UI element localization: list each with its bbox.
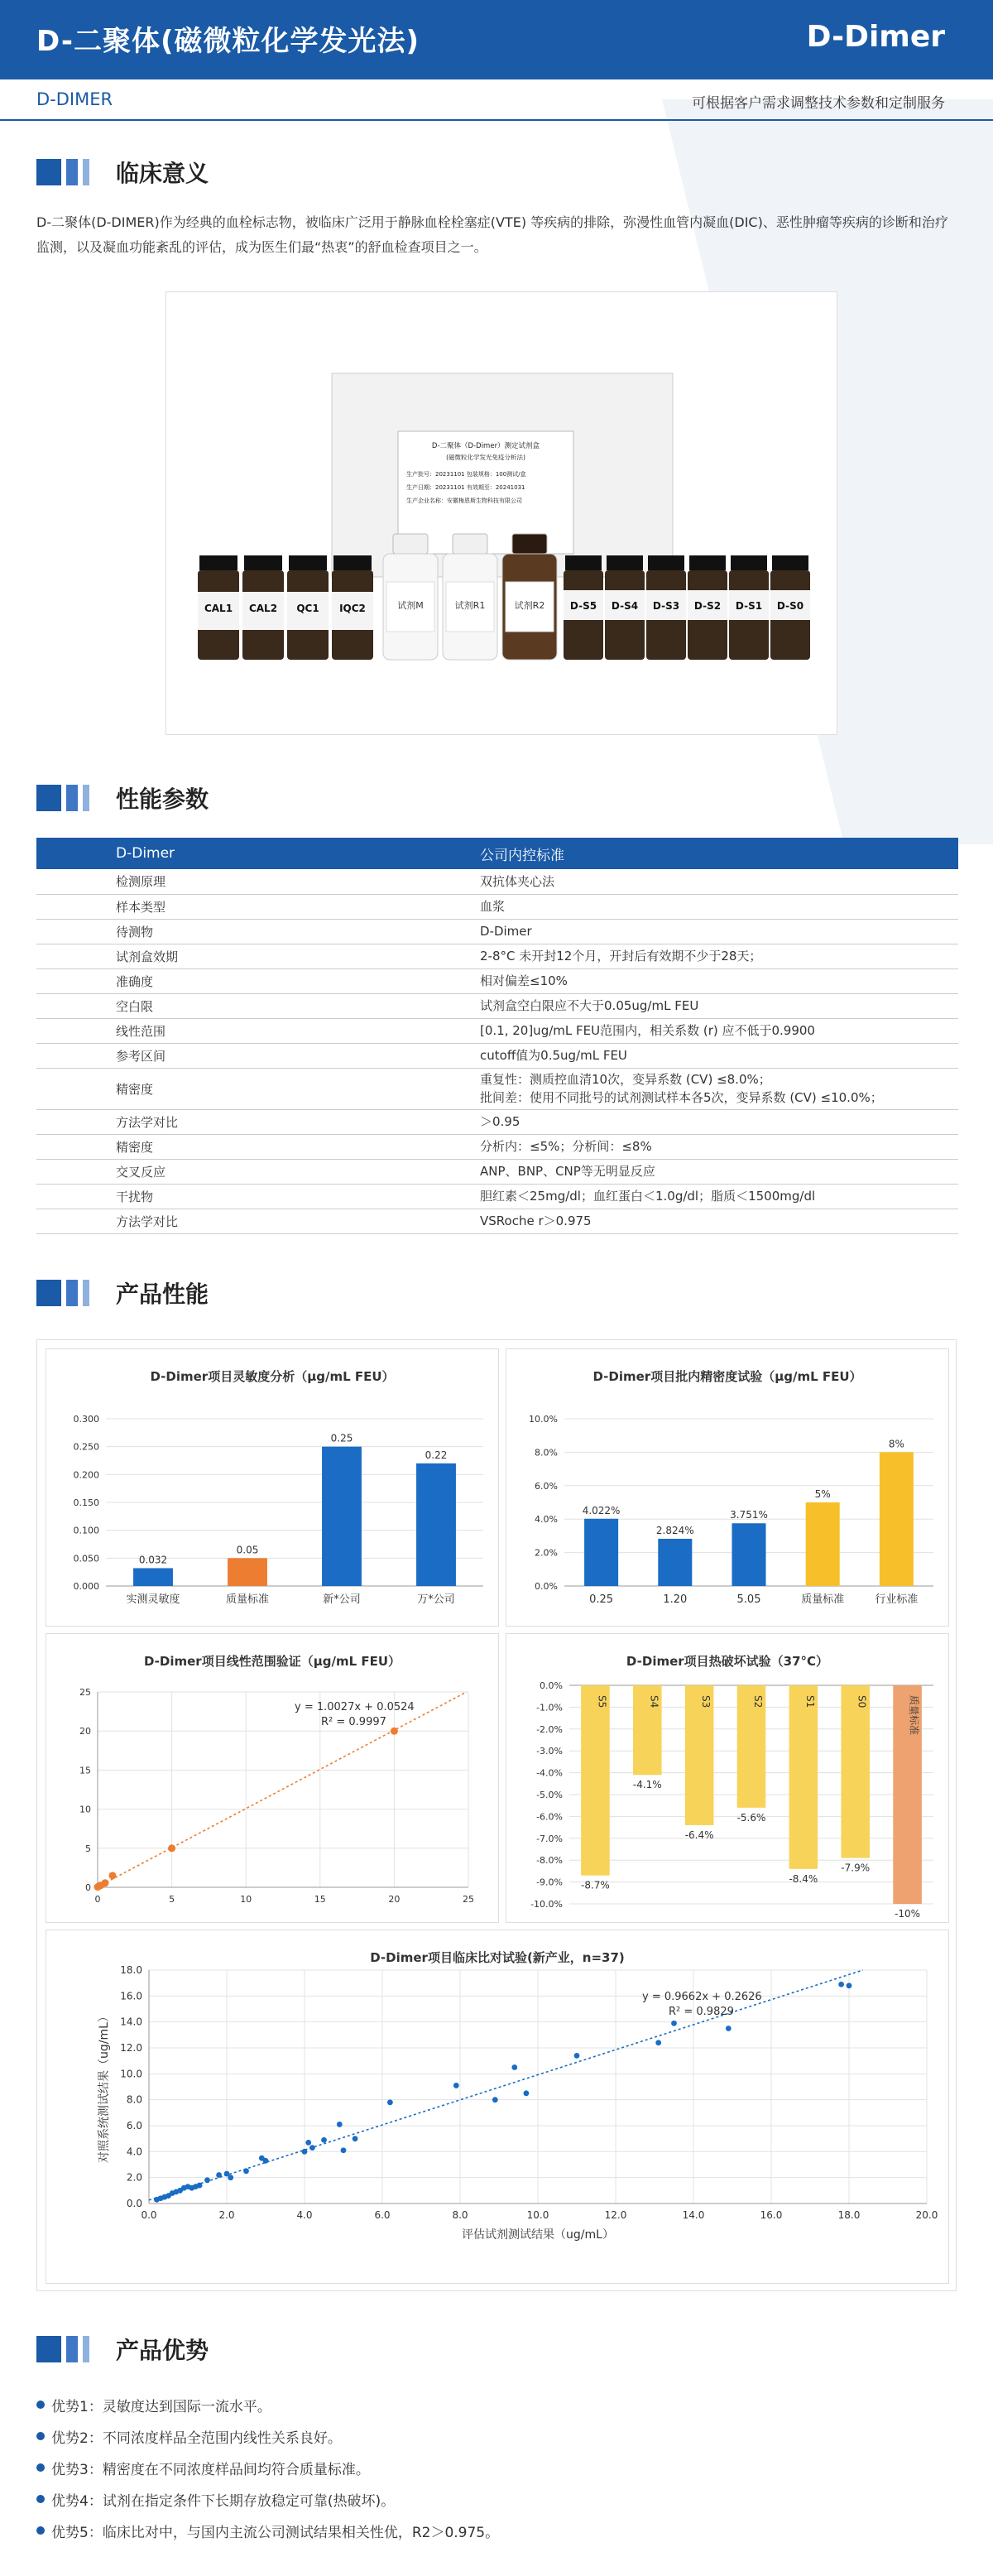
param-value: [472, 1134, 958, 1159]
regression-equation: y = 1.0027x + 0.0524: [295, 1701, 415, 1713]
x-tick-label: 8.0: [452, 2209, 468, 2221]
param-name: 检测原理: [36, 869, 472, 894]
table-row: [36, 1068, 958, 1109]
y-tick-label: 12.0: [120, 2042, 142, 2054]
data-point: [243, 2168, 249, 2174]
x-tick-label: S4: [648, 1695, 660, 1709]
bar: [133, 1568, 173, 1586]
y-tick-label: 18.0: [120, 1964, 142, 1976]
param-name: 空白限: [36, 993, 472, 1018]
y-tick-label: 4.0%: [535, 1514, 558, 1526]
x-tick-label: 18.0: [837, 2209, 861, 2221]
y-tick-label: 10.0: [120, 2068, 142, 2080]
y-tick-label: 4.0: [126, 2146, 142, 2158]
bullet-icon: [36, 2463, 45, 2472]
product-title-en: D-Dimer: [806, 20, 945, 54]
table-row: [36, 1018, 958, 1043]
x-tick-label: 20: [388, 1894, 401, 1905]
standard-vial: [646, 555, 686, 660]
data-point: [387, 2099, 393, 2105]
x-tick-label: 25: [463, 1894, 474, 1905]
data-point: [321, 2137, 327, 2143]
bar: [880, 1452, 914, 1586]
y-tick-label: 5: [85, 1843, 91, 1854]
param-value: [472, 993, 958, 1018]
trendline: [98, 1692, 467, 1887]
table-row: [36, 1134, 958, 1159]
data-point: [574, 2053, 580, 2059]
control-vial: [287, 555, 329, 660]
data-point: [655, 2040, 661, 2045]
param-value: [472, 968, 958, 993]
param-value-line: 分析内：≤5%；分析间：≤8%: [480, 1139, 652, 1154]
chart-thermal-svg: [506, 1634, 950, 1924]
data-point: [101, 1879, 108, 1886]
table-row: [36, 1184, 958, 1209]
chart-linearity: [46, 1633, 499, 1923]
chart-title: D-Dimer项目热破坏试验（37°C）: [626, 1654, 829, 1669]
bottle-label: 试剂R2: [514, 600, 545, 611]
x-tick-label: 14.0: [682, 2209, 705, 2221]
param-value-line: 批间差：使用不同批号的试剂测试样本各5次，变异系数 (CV) ≤10.0%；: [480, 1090, 883, 1105]
y-tick-label: 0.200: [73, 1469, 99, 1481]
bar: [322, 1447, 362, 1586]
param-value: [472, 894, 958, 919]
vial-label: D-S5: [569, 600, 597, 612]
advantage-text: 优势4：试剂在指定条件下长期存放稳定可靠(热破坏)。: [51, 2492, 396, 2510]
param-name: 试剂盒效期: [36, 944, 472, 968]
regression-equation: y = 0.9662x + 0.2626: [642, 1991, 762, 2003]
data-point: [168, 1844, 175, 1852]
param-value-line: 相对偏差≤10%: [480, 973, 568, 988]
x-tick-label: 行业标准: [875, 1593, 919, 1606]
data-point: [309, 2145, 315, 2151]
control-vial: [198, 555, 239, 660]
section-title: 产品优势: [116, 2337, 209, 2364]
bar: [841, 1685, 870, 1858]
param-value-line: [0.1, 20]ug/mL FEU范围内，相关系数 (r) 应不低于0.9900: [480, 1023, 815, 1038]
section-title: 性能参数: [116, 786, 209, 813]
table-row: [36, 1159, 958, 1184]
advantage-text: 优势2：不同浓度样品全范围内线性关系良好。: [51, 2429, 342, 2447]
advantage-item: [36, 2452, 957, 2483]
table-row: [36, 1109, 958, 1134]
table-header-standard: 公司内控标准: [472, 838, 958, 869]
param-value-line: ANP、BNP、CNP等无明显反应: [480, 1164, 655, 1179]
table-row: [36, 919, 958, 944]
x-tick-label: 6.0: [374, 2209, 391, 2221]
kit-label-line5: 生产企业名称：安徽梅恩斯生物科技有限公司: [406, 497, 522, 504]
data-label: 0.25: [330, 1432, 353, 1444]
product-title-cn: D-二聚体(磁微粒化学发光法): [36, 25, 420, 58]
section-title: 产品性能: [116, 1281, 209, 1308]
data-label: 0.22: [425, 1449, 448, 1461]
vial-label: D-S0: [776, 600, 804, 612]
y-tick-label: 0: [85, 1882, 91, 1893]
table-row: [36, 1209, 958, 1233]
param-value: [472, 869, 958, 894]
data-label: 4.022%: [582, 1504, 621, 1516]
advantage-item: [36, 2389, 957, 2420]
sub-header-bar: [0, 79, 993, 121]
data-point: [204, 2177, 210, 2183]
param-name: 干扰物: [36, 1184, 472, 1209]
data-label: 0.05: [236, 1544, 259, 1556]
kit-label-line1: D-二聚体（D-Dimer）测定试剂盒: [431, 442, 540, 450]
param-value: [472, 1043, 958, 1068]
y-tick-label: 0.0: [126, 2198, 142, 2209]
param-value: [472, 1209, 958, 1233]
standard-vial: [729, 555, 769, 660]
y-tick-label: 10: [79, 1804, 91, 1815]
data-label: -7.9%: [841, 1862, 871, 1874]
kit-label-line2: (磁微粒化学发光免疫分析法): [446, 454, 525, 461]
data-label: 5%: [814, 1488, 831, 1500]
x-tick-label: S2: [752, 1695, 764, 1709]
standard-vial: [605, 555, 645, 660]
data-point: [228, 2175, 233, 2180]
y-axis-title: 对照系统测试结果（ug/mL）: [98, 2011, 111, 2163]
y-tick-label: 6.0: [126, 2120, 142, 2131]
section-heading-performance: [36, 1276, 533, 1310]
data-point: [726, 2026, 732, 2031]
advantage-item: [36, 2515, 957, 2546]
y-tick-label: 2.0%: [535, 1547, 558, 1559]
advantages-list: [36, 2389, 957, 2546]
y-tick-label: -5.0%: [536, 1790, 563, 1800]
y-tick-label: 15: [79, 1765, 91, 1776]
x-tick-label: 0.0: [141, 2209, 157, 2221]
kit-illustration: [166, 292, 837, 734]
param-value-line: 双抗体夹心法: [480, 873, 555, 889]
param-value-line: 2-8°C 未开封12个月，开封后有效期不少于28天；: [480, 949, 762, 964]
bar: [789, 1685, 818, 1869]
chart-sensitivity: [46, 1348, 499, 1627]
data-point: [453, 2083, 459, 2088]
x-tick-label: 0: [94, 1894, 101, 1905]
y-tick-label: 6.0%: [535, 1480, 558, 1492]
x-tick-label: 1.20: [663, 1593, 688, 1606]
x-tick-label: 质量标准: [908, 1695, 920, 1736]
y-tick-label: -4.0%: [536, 1767, 563, 1779]
data-point: [353, 2136, 358, 2141]
r-squared: R² = 0.9829: [669, 2006, 734, 2018]
y-tick-label: -2.0%: [536, 1723, 563, 1735]
x-tick-label: 5: [169, 1894, 175, 1905]
data-label: 0.032: [138, 1554, 168, 1566]
chart-title: D-Dimer项目临床比对试验(新产业，n=37): [370, 1950, 625, 1965]
y-tick-label: 0.300: [73, 1414, 99, 1425]
x-tick-label: 质量标准: [801, 1593, 845, 1606]
x-tick-label: S0: [856, 1695, 868, 1709]
control-vial: [332, 555, 373, 660]
x-tick-label: 实测灵敏度: [126, 1593, 180, 1606]
y-tick-label: 16.0: [120, 1990, 142, 2002]
param-value-line: 胆红素＜25mg/dl；血红蛋白＜1.0g/dl；脂质＜1500mg/dl: [480, 1189, 816, 1204]
y-tick-label: 2.0: [126, 2171, 142, 2184]
param-name: 样本类型: [36, 894, 472, 919]
kit-label-line3: 生产批号：20231101 包装规格：100测试/盒: [406, 471, 526, 478]
x-tick-label: 新*公司: [323, 1593, 361, 1606]
data-point: [492, 2097, 498, 2103]
data-label: -8.4%: [789, 1872, 818, 1885]
x-tick-label: S5: [596, 1695, 608, 1709]
param-value-line: ＞0.95: [480, 1114, 520, 1129]
param-name: 交叉反应: [36, 1159, 472, 1184]
param-name: 线性范围: [36, 1018, 472, 1043]
param-value: [472, 944, 958, 968]
table-row: [36, 968, 958, 993]
data-label: -4.1%: [632, 1779, 662, 1791]
x-tick-label: 4.0: [296, 2209, 313, 2221]
chart-title: D-Dimer项目批内精密度试验（μg/mL FEU）: [592, 1369, 862, 1384]
data-label: -8.7%: [581, 1879, 610, 1891]
param-name: 精密度: [36, 1068, 472, 1109]
bar: [732, 1523, 765, 1586]
y-tick-label: 0.000: [73, 1581, 99, 1592]
y-tick-label: 20: [79, 1726, 91, 1737]
vial-label: D-S2: [693, 600, 722, 612]
vial-label: IQC2: [339, 603, 366, 614]
data-point: [337, 2122, 343, 2127]
section-heading-advantages: [36, 2333, 533, 2366]
y-tick-label: 8.0%: [535, 1447, 558, 1459]
bar: [806, 1502, 840, 1586]
r-squared: R² = 0.9997: [321, 1716, 386, 1728]
chart-precision: [506, 1348, 949, 1627]
table-header-item: D-Dimer: [36, 838, 472, 869]
y-tick-label: 10.0%: [529, 1414, 558, 1425]
y-tick-label: 0.250: [73, 1441, 99, 1453]
vial-label: D-S4: [611, 600, 639, 612]
data-label: 2.824%: [655, 1524, 694, 1536]
data-point: [847, 1982, 852, 1988]
table-row: [36, 869, 958, 894]
section-heading-params: [36, 781, 533, 815]
data-point: [263, 2158, 269, 2164]
chart-sensitivity-svg: [46, 1349, 500, 1627]
vial-label: CAL1: [204, 603, 233, 614]
param-value: [472, 1109, 958, 1134]
chart-precision-svg: [506, 1349, 950, 1627]
y-tick-label: -10.0%: [530, 1899, 563, 1910]
y-tick-label: -6.0%: [536, 1811, 563, 1823]
data-point: [197, 2183, 203, 2189]
x-tick-label: 10: [240, 1894, 252, 1905]
data-label: -5.6%: [736, 1811, 766, 1824]
x-tick-label: 10.0: [526, 2209, 549, 2221]
y-tick-label: -1.0%: [536, 1702, 563, 1713]
param-value: [472, 1159, 958, 1184]
vial-label: D-S1: [735, 600, 763, 612]
x-tick-label: 15: [314, 1894, 326, 1905]
advantage-text: 优势5：临床比对中，与国内主流公司测试结果相关性优，R2＞0.975。: [51, 2524, 500, 2541]
y-tick-label: 0.150: [73, 1497, 99, 1508]
vial-label: D-S3: [652, 600, 680, 612]
x-tick-label: 质量标准: [225, 1593, 270, 1606]
y-tick-label: 8.0: [126, 2093, 142, 2106]
y-tick-label: 14.0: [120, 2016, 142, 2028]
param-value-line: D-Dimer: [480, 924, 532, 939]
customization-note: 可根据客户需求调整技术参数和定制服务: [692, 95, 945, 112]
bar: [658, 1539, 692, 1586]
advantage-item: [36, 2483, 957, 2515]
bottle-label: 试剂R1: [454, 600, 486, 611]
bar: [581, 1685, 610, 1876]
y-tick-label: -9.0%: [536, 1877, 563, 1888]
data-point: [108, 1872, 116, 1879]
vial-label: QC1: [296, 603, 319, 614]
chart-title: D-Dimer项目灵敏度分析（μg/mL FEU）: [150, 1369, 395, 1384]
charts-frame: [36, 1339, 957, 2291]
param-value-line: 试剂盒空白限应不大于0.05ug/mL FEU: [480, 998, 699, 1013]
param-value: [472, 1184, 958, 1209]
bullet-icon: [36, 2495, 45, 2503]
chart-title: D-Dimer项目线性范围验证（μg/mL FEU）: [143, 1654, 401, 1669]
y-tick-label: -7.0%: [536, 1833, 563, 1844]
param-value: [472, 1018, 958, 1043]
bullet-icon: [36, 2526, 45, 2535]
data-point: [302, 2149, 308, 2155]
param-name: 方法学对比: [36, 1209, 472, 1233]
control-vial: [242, 555, 284, 660]
chart-clinical-svg: [46, 1930, 950, 2285]
x-tick-label: 12.0: [604, 2209, 627, 2221]
param-name: 待测物: [36, 919, 472, 944]
vial-label: CAL2: [248, 603, 278, 614]
param-value-line: 血浆: [480, 899, 506, 914]
y-tick-label: -3.0%: [536, 1746, 563, 1757]
y-tick-label: 0.050: [73, 1553, 99, 1564]
x-tick-label: 16.0: [760, 2209, 783, 2221]
param-value-line: VSRoche r＞0.975: [480, 1214, 592, 1228]
x-tick-label: 20.0: [915, 2209, 938, 2221]
param-name: 准确度: [36, 968, 472, 993]
data-point: [671, 2021, 677, 2026]
product-photo: [166, 291, 837, 735]
y-tick-label: 0.100: [73, 1525, 99, 1536]
clinical-intro-text: D-二聚体(D-DIMER)作为经典的血栓标志物，被临床广泛用于静脉血栓栓塞症(VTE) 等疾病的排除，弥漫性血管内凝血(DIC)、恶性肿瘤等疾病的诊断和治疗监测，以及凝血功能紊乱的评估，成为医生们最“热衷”的舒血检查项目之一。: [36, 214, 948, 255]
x-tick-label: 5.05: [736, 1593, 761, 1606]
data-label: -6.4%: [684, 1829, 714, 1841]
data-label: -10%: [895, 1908, 921, 1920]
standard-vial: [770, 555, 810, 660]
param-name: 参考区间: [36, 1043, 472, 1068]
x-tick-label: 0.25: [589, 1593, 614, 1606]
bar: [416, 1463, 456, 1586]
table-row: [36, 944, 958, 968]
bar: [228, 1558, 267, 1586]
data-point: [524, 2090, 530, 2096]
chart-linearity-svg: [46, 1634, 500, 1924]
param-name: 精密度: [36, 1134, 472, 1159]
bullet-icon: [36, 2401, 45, 2409]
performance-params-table: [36, 838, 958, 1234]
table-row: [36, 993, 958, 1018]
x-axis-title: 评估试剂测试结果（ug/mL）: [462, 2228, 614, 2242]
advantage-text: 优势1：灵敏度达到国际一流水平。: [51, 2398, 271, 2415]
data-point: [511, 2064, 517, 2070]
data-label: 3.751%: [730, 1509, 768, 1521]
standard-vial: [688, 555, 727, 660]
y-tick-label: 0.0%: [535, 1581, 558, 1592]
product-code: D-DIMER: [36, 89, 113, 109]
data-point: [305, 2140, 311, 2146]
bottle-label: 试剂M: [397, 600, 424, 611]
trendline: [149, 1970, 863, 2200]
bullet-icon: [36, 2432, 45, 2440]
data-point: [838, 1982, 844, 1987]
x-tick-label: S3: [700, 1695, 712, 1709]
chart-clinical: [46, 1930, 949, 2284]
y-tick-label: 0.0%: [540, 1680, 563, 1691]
param-value: [472, 1068, 958, 1109]
table-header-row: [36, 838, 958, 869]
param-value: [472, 919, 958, 944]
data-point: [391, 1728, 398, 1735]
chart-thermal: [506, 1633, 949, 1923]
x-tick-label: S1: [804, 1695, 816, 1709]
bar: [584, 1519, 618, 1586]
y-tick-label: -8.0%: [536, 1855, 563, 1867]
param-value-line: 重复性：测质控血清10次，变异系数 (CV) ≤8.0%；: [480, 1072, 771, 1087]
y-tick-label: 25: [79, 1687, 91, 1698]
x-tick-label: 2.0: [218, 2209, 235, 2221]
param-value-line: cutoff值为0.5ug/mL FEU: [480, 1048, 627, 1063]
section-title: 临床意义: [116, 160, 209, 187]
section-heading-clinical: [36, 156, 533, 189]
param-name: 方法学对比: [36, 1109, 472, 1134]
top-header-bar: [0, 0, 993, 79]
data-point: [341, 2147, 347, 2153]
x-tick-label: 万*公司: [417, 1593, 455, 1606]
data-label: 8%: [888, 1438, 904, 1450]
data-point: [216, 2172, 222, 2178]
advantage-item: [36, 2420, 957, 2452]
standard-vial: [564, 555, 603, 660]
table-row: [36, 1043, 958, 1068]
table-row: [36, 894, 958, 919]
advantage-text: 优势3：精密度在不同浓度样品间均符合质量标准。: [51, 2461, 370, 2478]
kit-label-line4: 生产日期：20231101 有效期至：20241031: [406, 484, 525, 491]
